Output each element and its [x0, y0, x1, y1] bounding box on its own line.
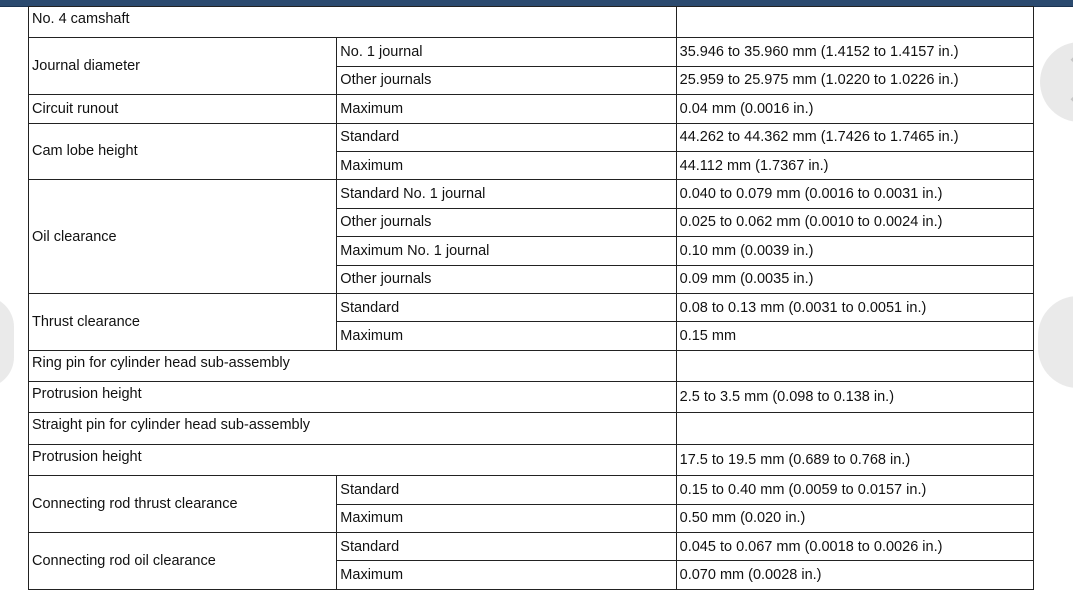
table-cell: [676, 350, 1033, 381]
table-row: [29, 7, 1034, 38]
table-row: [29, 533, 1034, 561]
table-row: [29, 123, 1034, 151]
table-cell: Other journals: [337, 265, 676, 293]
table-row: [29, 38, 1034, 66]
table-cell: Protrusion height: [29, 382, 677, 413]
chevron-right-icon: [1051, 55, 1073, 104]
table-cell: Maximum: [337, 151, 676, 179]
table-cell: Maximum: [337, 95, 676, 123]
table-cell: 0.09 mm (0.0035 in.): [676, 265, 1033, 293]
table-cell: Connecting rod oil clearance: [29, 533, 337, 590]
table-cell: No. 4 camshaft: [29, 7, 677, 38]
table-cell: 25.959 to 25.975 mm (1.0220 to 1.0226 in.): [676, 66, 1033, 94]
table-row: [29, 293, 1034, 321]
spec-table: [28, 6, 1034, 590]
table-cell: 0.045 to 0.067 mm (0.0018 to 0.0026 in.): [676, 533, 1033, 561]
table-cell: Journal diameter: [29, 38, 337, 95]
table-row: [29, 350, 1034, 381]
table-cell: Standard: [337, 533, 676, 561]
table-cell: Oil clearance: [29, 180, 337, 294]
table-row: [29, 476, 1034, 504]
table-cell: 2.5 to 3.5 mm (0.098 to 0.138 in.): [676, 382, 1033, 413]
table-cell: Standard: [337, 476, 676, 504]
table-cell: Thrust clearance: [29, 293, 337, 350]
table-cell: Maximum No. 1 journal: [337, 237, 676, 265]
table-cell: 0.50 mm (0.020 in.): [676, 504, 1033, 532]
table-row: [29, 95, 1034, 123]
table-row: [29, 444, 1034, 475]
table-cell: 35.946 to 35.960 mm (1.4152 to 1.4157 in.): [676, 38, 1033, 66]
prev-edge-button[interactable]: [0, 296, 14, 388]
table-cell: Ring pin for cylinder head sub-assembly: [29, 350, 677, 381]
table-cell: 0.15 mm: [676, 322, 1033, 350]
table-cell: 0.070 mm (0.0028 in.): [676, 561, 1033, 589]
table-cell: Protrusion height: [29, 444, 677, 475]
table-cell: Standard No. 1 journal: [337, 180, 676, 208]
table-cell: 17.5 to 19.5 mm (0.689 to 0.768 in.): [676, 444, 1033, 475]
table-cell: Standard: [337, 293, 676, 321]
table-cell: 0.04 mm (0.0016 in.): [676, 95, 1033, 123]
next-edge-button[interactable]: [1038, 296, 1073, 388]
spec-table-body: [29, 7, 1034, 590]
table-cell: Other journals: [337, 66, 676, 94]
table-cell: Cam lobe height: [29, 123, 337, 180]
table-cell: 0.10 mm (0.0039 in.): [676, 237, 1033, 265]
table-cell: Maximum: [337, 504, 676, 532]
table-cell: Other journals: [337, 208, 676, 236]
table-cell: 44.262 to 44.362 mm (1.7426 to 1.7465 in.): [676, 123, 1033, 151]
table-cell: Maximum: [337, 561, 676, 589]
table-cell: [676, 7, 1033, 38]
table-row: [29, 180, 1034, 208]
table-cell: 0.15 to 0.40 mm (0.0059 to 0.0157 in.): [676, 476, 1033, 504]
table-cell: 0.040 to 0.079 mm (0.0016 to 0.0031 in.): [676, 180, 1033, 208]
next-page-button[interactable]: [1040, 42, 1073, 122]
table-cell: Connecting rod thrust clearance: [29, 476, 337, 533]
table-row: [29, 413, 1034, 444]
table-cell: Straight pin for cylinder head sub-assembly: [29, 413, 677, 444]
table-cell: 0.025 to 0.062 mm (0.0010 to 0.0024 in.): [676, 208, 1033, 236]
table-row: [29, 382, 1034, 413]
table-cell: 44.112 mm (1.7367 in.): [676, 151, 1033, 179]
table-cell: 0.08 to 0.13 mm (0.0031 to 0.0051 in.): [676, 293, 1033, 321]
table-cell: Standard: [337, 123, 676, 151]
table-cell: Circuit runout: [29, 95, 337, 123]
table-cell: [676, 413, 1033, 444]
table-cell: No. 1 journal: [337, 38, 676, 66]
table-cell: Maximum: [337, 322, 676, 350]
